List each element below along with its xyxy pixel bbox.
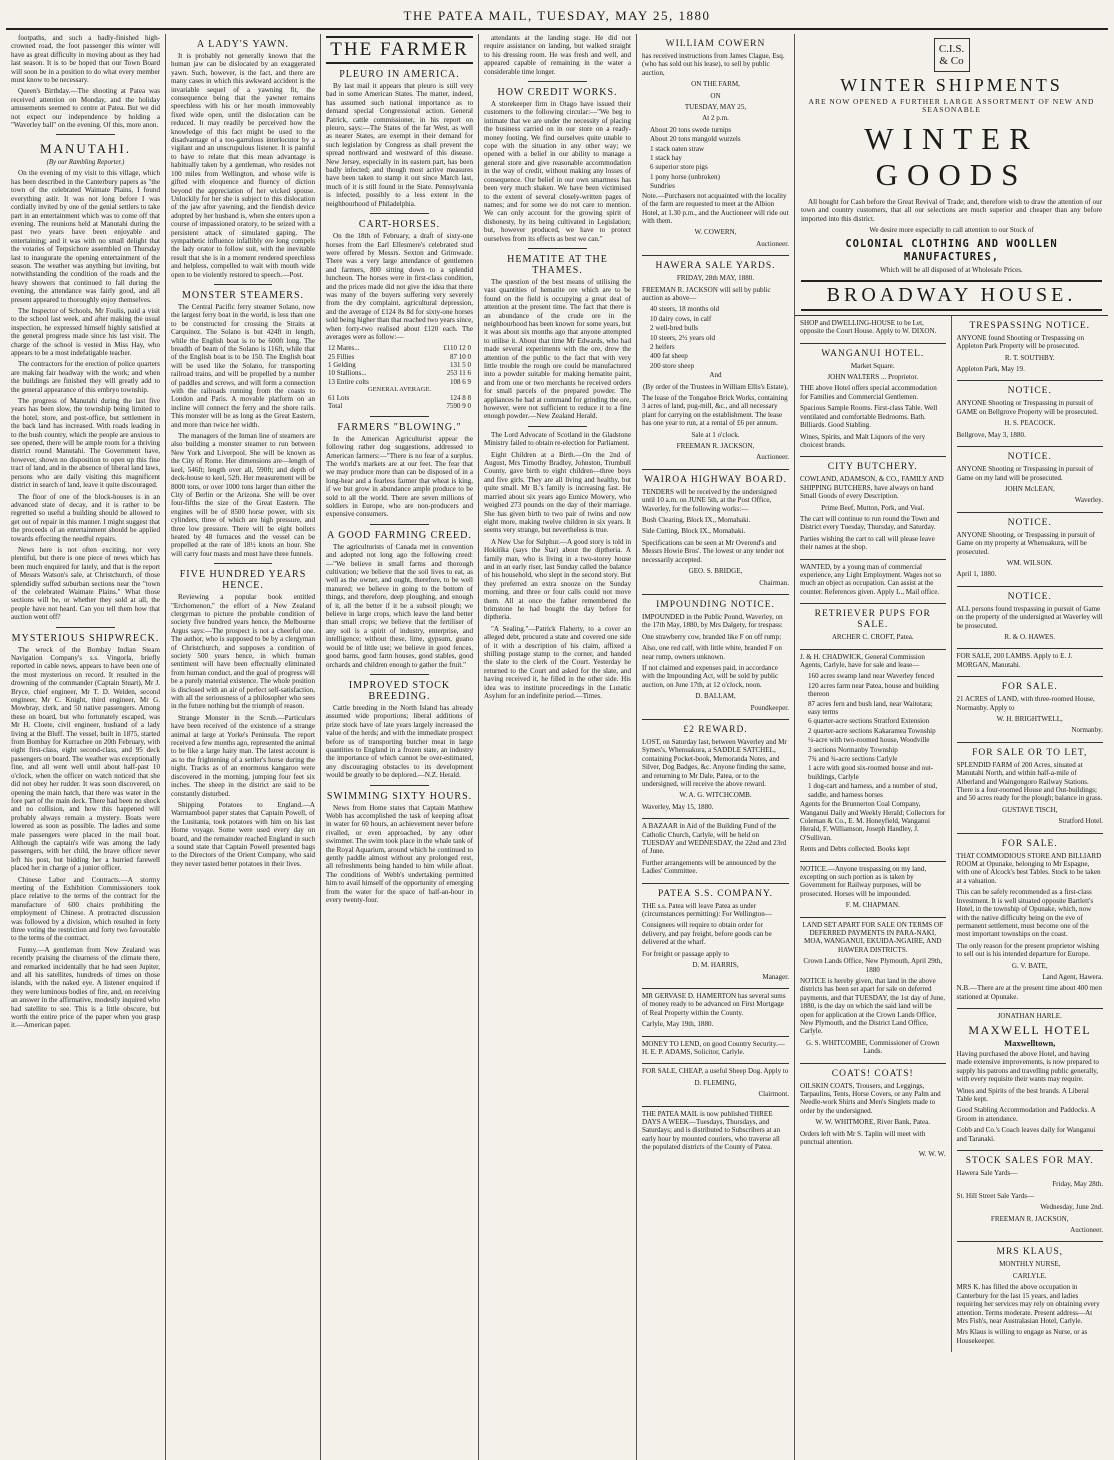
divider [528,248,587,249]
reward-ad [642,720,789,819]
text-line: 87 10 0 [450,352,471,361]
text-line: R. T. SOUTHBY. [1004,353,1055,362]
bazaar-ad [642,819,789,883]
divider [214,284,272,285]
column-3 [321,34,479,1460]
text-line: MR GERVASE D. HAMERTON has several sums of money ready to be advanced on First Mortgage of Real Property within the County. [642,991,786,1017]
text-line: R. & O. HAWES. [1004,632,1056,641]
text-line: Auctioneer. [756,453,789,462]
table-row [326,353,473,361]
text-line: Normanby. [1071,726,1103,735]
text-line: 61 Lots [328,394,350,403]
ad-title: IMPOUNDING NOTICE. [656,599,775,610]
text-line: G. S. WHITCOMBE, Commissioner of Crown Lands. [806,1038,940,1056]
text-line: Wines, Spirits, and Malt Liquors of the very choicest brands. [800,432,926,449]
article-text: Shipping Potatoes to England.—A Warrnambool paper states that Captain Powell, of the Lusitania, took potatoes with him on his last Home voyage. Some were used every day on board, and the remainder reached England in such a sound state that Captain Powell presented bags to the Directors of the Orient Company, who said they never tasted better potatoes in their lives. [171,800,315,868]
butchery-ad [800,457,946,559]
article-text: A New Use for Sulphur.—A good story is told in Hokitika (says the Star) about the diptheria. A family man, who is living in a two-storey house and in an early riser, last Sunday called the balance of his household, who slept in the second story. But they preferred an extra snooze on the Sunday morning, and three or four calls could not move them. All at once the father remembered the brimstone he had bought the day before for diptheria. [484,537,631,622]
text-line: Side Cutting, Block IX., Momahaki. [642,527,746,536]
text-line: For freight or passage apply to [642,949,729,958]
shipping-ad [642,884,789,989]
classified-section [795,316,1108,1352]
text-line: MONTHLY NURSE, [999,1260,1061,1269]
text-line: OILSKIN COATS, Trousers, and Leggings, Tarpaulins, Tents, Horse Covers, or any Palm and Needle-work Shirts and Men's Singlets made to order by the undersigned. [800,1081,941,1115]
article-text: News from Home states that Captain Matthew Webb has accomplished the task of keeping afloat in water for 60 hours, an achievement never before rivalled, or even approached, by any other swimmer. The swim took place in the whale tank of the Royal Aquarium, around which he continued to gently paddle almost without any prolonged rest, all refreshments being handed to him while afloat. The conditions of Webb's undertaking permitted him to avail himself of the opportunity of emerging from the water for the space of half-an-hour in every twenty-four. [326,803,473,905]
article-text: The agriculturists of Canada met in convention and adopted not long ago the following creed:—"We believe in small farms and thorough cultivation; we believe that the soil lives to eat, as well as the owner, and ought, therefore, to be well manured; we believe in going to the bottom of things, and therefore, deep ploughing, and enough of it, all the better if it be a subsoil plough; we believe in large crops, which leave the land better than small crops; we believe that the fertiliser of any soil is a spirit of industry, enterprise, and intelligence; without these, lime, gypsum, guano would be of little use; we believe in good fences, good barns, good farm houses, good stables, good orchards and children enough to gather the fruit." [326,542,473,669]
text-line: H. S. PEACOCK. [1004,419,1056,428]
table-row [326,386,473,394]
text-line: Maxwelltown, [1004,1037,1056,1048]
text-line: Sundries [650,182,675,191]
company-logo [934,38,970,72]
article-heading: MONSTER STEAMERS. [181,289,304,301]
columns [6,34,1108,1460]
divider [56,627,116,628]
text-line: SHOP and DWELLING-HOUSE to be Let, opposite the Court House. Apply to W. DIXON. [800,318,937,336]
article-heading: MANUTAHI. [40,141,131,157]
text-line: This can be safely recommended as a first-class Investment. It is well situated opposite Bartlett's Hotel, in the township of Opunake, which, now with the native difficulty being on the eve of permanent settlement, must become one of the most important townships on the coast. [956,888,1094,939]
article-text: Funny.—A gentleman from New Zealand was recently praising the clearness of the climate there, and remarked incidentally that he had seen Jupiter, and all his satellites, hundreds of times on those islands, with the naked eye. A listener enquired if they were luminous bodies of fire, and, on receiving an answer in the affirmative, modestly inquired who had satellite to see. This is a little obscure, but worth the entire price of the paper when you grasp it.—American paper. [11,945,160,1030]
text-line: 7¾ and ¾-acre sections Carlyle [808,755,898,764]
divider [214,563,272,564]
article-text: The wreck of the Bombay Indian Steam Navigation Company's s.s. Vingorla, briefly reported in cable news, appears to have been one of the most mysterious on record. It resulted in the drowning of the commander (Captain Stuart), Mr J. Bryce, chief engineer, Mr T. D. Welden, second engineer, Mr C. Knight, third engineer, Mr G. Mowbray, clerk, and 50 native passengers. Among these on board, but who fortunately escaped, was Mr H. Cloete, civil engineer, husband of a lady living at the Bluff. The vessel, built in 1875, started from Bombay for Kurrachee on 20th February, with eight first-class, eight second-class, and 95 deck passengers on board. The weather was exceptionally fine, and all went well until about half-past 10 o'clock, when the officer on watch noticed that she did not obey her rudder. It was soon discovered, on opening the main hatch, that there was water in the fore part of the main deck. There had been no shock and no collision, and how this happened will probably always remain a mystery. Boats were lowered as soon as possible. The ladies and some male passengers were placed in the mail boat. Although the captain's wife was among the lady passengers, with her child, the brave officer never left his post, but bidding her a hurried farewell placed her in charge of a junior officer. [11,645,160,873]
text-line: C.I.S. [938,43,965,55]
article-text: The managers of the Inman line of steamers are also building a monster steamer to run between New York and Liverpool. She will be known as the City of Rome. Her dimensions are—length of keel, 546ft; length over all, 590ft; and depth of deck-house to keel, 52ft. Her measurement will be 8000 tons, or over 1000 tons larger than either the City of Berlin or the Arizona. She will be over four-fifths the size of the Great Eastern. The engines will be of 8500 horse power, with six cylinders, three of which are high pressure, and three low pressure. There will be eight boilers heated by 48 furnaces and the vessel can be propelled at the rate of 18½ knots an hour. She will carry four masts and must have three funnels. [171,432,315,558]
text-line: J. & H. CHADWICK, General Commission Agents, Carlyle, have for sale and lease— [800,652,925,669]
text-line: April 1, 1880. [956,570,997,579]
text-line: TENDERS will be received by the undersigned until 10 a.m. on JUNE 5th, at the Post Office, Waverley, for the following works:— [642,487,777,513]
hotel-ad [800,344,946,458]
text-line: ANYONE found Shooting or Trespassing on Appleton Park Property will be prosecuted. [956,333,1084,351]
text-line: NOTICE.—Anyone trespassing on my land, excepting on such portion as is taken by Government for Railway purposes, will be prosecuted. Horses will be impounded. [800,864,927,898]
text-line: ¼-acre with two-roomed house, Woodville [808,736,930,745]
text-line: Also, one red calf, with little white, branded F on near rump, owners unknown. [642,644,782,661]
text-line: NOTICE is hereby given, that land in the above districts has been set apart for sale on deferred payments, and that TUESDAY, the 1st day of June, 1880, is the day on which the said land will be open for application at the Crown Lands Office, New Plymouth, and the District Land Office, Carlyle. [800,977,946,1036]
byline: (By our Rambling Reporter.) [46,159,125,167]
text-line: Note.—Purchasers not acquainted with the locality of the farm are requested to meet at the Albion Hotel, at 1.30 p.m., and the Auctioneer will ride out with them. [642,191,789,225]
article-text: On the 18th of February, a draft of sixty-one horses from the Earl Ellesmere's celebrated stud were offered by Messrs. Sexton and Grimwade. There was a very large attendance of gentlemen and farmers, 800 sitting down to a splendid luncheon. The horses were in first-class condition, and the prices made did not give the idea that there was many of the buyers suffering very severely from the dry complaint, agricultural depression, and the average of £124 8s 8d for sixty-one horses sold being higher than that reached two years since, when forty-two realised about £120 each. The averages were as follow:— [326,232,473,341]
text-line: STOCK SALES FOR MAY. [965,1156,1094,1167]
text-line: 2 heifers [650,342,675,351]
winter-shipments-ad [795,38,1108,316]
text-line: FOR SALE. [1001,682,1058,693]
text-line: £110 12 0 [443,344,471,353]
text-line: NOTICE. [1007,452,1052,463]
article-text: The question of the best means of utilising the vast quantities of hematite ore which are to be found on the field is occupying a great deal of attention at the present time. The fact that there is an abundance of the crude ore in the neighbourhood has been known for some years, but it was about six months ago that anyone attempted to utilise it. About that time Mr Edwards, who had made several experiments with the ore, drew the attention of the public to the fact that with very little trouble the rough ore could be manufactured into a powder suitable for making hematite paint, and from one or two merchants he received orders for small parcels of the prepared powder. The appliances he had at command for grinding the ore, however, were not sufficient to reduce it to a fine enough powder.—New Zealand Herald. [484,277,631,421]
text-line: D. FLEMING, [694,1078,737,1087]
text-line: F. M. CHAPMAN. [845,901,900,910]
text-line: FOR SALE, CHEAP, a useful Sheep Dog. Apply to [642,1067,789,1076]
divider [56,134,116,135]
text-line: Poundkeeper. [750,703,789,712]
text-line: FOR SALE. [1001,838,1058,849]
ad-title: PATEA S.S. COMPANY. [657,888,774,899]
classified-right [952,316,1109,1352]
item-list [642,126,789,191]
auction-ad-cowern [642,34,789,256]
ad-title: £2 REWARD. [683,724,748,735]
text-line: JOHN McLEAN, [1004,484,1055,493]
article-text: The progress of Manutahi during the last five years has been slow, the township being limited to the hotel, store, and post-office, but settlement in the back land has increased. With roads leading in to the bush country, which the people are anxious to see opened, there will be ample room for a thriving district round Manutahi. The Government have, however, shown no disposition to open up this fine tract of land, and in the absence of liberal land laws, persons who are daily visiting this magnificent district in search of land, leave it quite discouraged. [11,397,160,490]
text-line: TRESPASSING NOTICE. [969,320,1091,331]
text-line: LOST, on Saturday last, between Waverley and Mr Symes's, Whenuakura, a SADDLE SATCHEL, containing Pocket-book, Memoranda Notes, and Silver, Dog Badges, &c. Anyone finding the same, and returning to Mr Dale, Patea, or to the undersigned, will receive the above reward. [642,737,787,788]
text-line: 3 sections Normanby Township [808,745,898,754]
column-5 [637,34,795,1460]
text-line: Waverley, May 15, 1880. [642,802,714,811]
text-line: ANYONE Shooting or Trespassing in pursuit of GAME on Bellgrove Property will be prosecuted. [956,399,1098,416]
text-line: 400 fat sheep [650,352,688,361]
text-line: If not claimed and expenses paid, in accordance with the Impounding Act, will be sold by public auction, on June 17th, at 12 o'clock, noon. [642,663,779,689]
tender-ad-wairoa [642,470,789,595]
article-heading: PLEURO IN AMERICA. [339,69,460,80]
text-line: 200 store sheep [650,361,695,370]
text-line: A BAZAAR in Aid of the Building Fund of the Catholic Church, Carlyle, will be held on TUESDAY and WEDNESDAY, the 22nd and 23rd of June. [642,822,787,856]
column-1 [6,34,166,1460]
article-heading: CART-HORSES. [358,219,441,231]
text-line: MONEY TO LEND, on good Country Security.—H. E. P. ADAMS, Solicitor, Carlyle. [642,1039,785,1056]
commission-agents-ad [800,650,946,862]
text-line: The only reason for the present proprietor wishing to sell out is his intended departure for Europe. [956,941,1100,959]
text-line: WANTED, by a young man of commercial experience, any Light Employment. Wages not so much an object as occupation. Can assist at the counter. References given. Apply L., Mail office. [800,562,942,596]
table-row [326,378,473,386]
text-line: Orders left with Mr S. Taplin will meet with punctual attention. [800,1129,926,1147]
text-line: MRS KLAUS, [996,1247,1063,1258]
text-line: 25 Fillies [328,352,355,361]
text-line: Stratford Hotel. [1058,817,1103,826]
text-line: At 2 p.m. [702,114,729,123]
text-line: 131 5 0 [450,360,471,369]
text-line: 12 Mares... [328,344,360,353]
text-line: And [709,371,722,380]
column-2 [166,34,321,1460]
impounding-notice [642,595,789,720]
mortgage-ad [642,989,789,1037]
text-line: About 20 tons swede turnips [650,125,732,134]
divider [528,426,587,427]
column-4 [479,34,637,1460]
column-6 [795,34,1108,1460]
text-line: 21 ACRES of LAND, with three-roomed House, Normanby. Apply to [956,695,1095,712]
text-line: COATS! COATS! [831,1068,914,1079]
text-line: Friday, May 28th. [1052,1180,1103,1189]
text-line: has received instructions from James Clague, Esq. (who has sold out his lease), to sell by public auction, [642,52,785,77]
text-line: Market Square. [850,361,895,370]
text-line: Land Agent, Hawera. [1042,972,1103,981]
text-line: W. W. WHITMORE, River Bank, Patea. [815,1118,931,1127]
text-line: Which will be all disposed of at Wholesale Prices. [880,266,1023,275]
article-text: News here is not often exciting, nor very plentiful, but there is one piece of news which has been much enquired for lately, and that is the report of Messrs Watson's sale, at Christchurch, of those splendidly suffed suburban sections near the "town of the celebrated Waimate Plains." What those sections will be, or whether they sold at all, the people have not heard. Can you tell them how that auction went off? [11,545,160,622]
text-line: Appleton Park, May 19. [956,365,1025,374]
text-line: ARCHER C. CROFT, Patea. [831,633,914,642]
text-line: W. H. BRIGHTWELL, [996,715,1063,723]
article-heading: A LADY'S YAWN. [196,39,290,50]
ad-title: WINTER SHIPMENTS [840,75,1063,95]
text-line: Manager. [762,972,789,981]
text-line: THE above Hotel offers special accommodation for Families and Commercial Gentlemen. [800,384,937,401]
text-line: CITY BUTCHERY. [827,462,918,473]
text-line: IMPOUNDED in the Public Pound, Waverley, on the 17th May, 1880, by Mrs Dalgety, for trespass: [642,612,783,630]
text-line: W. A. G. WITCHCOMB. [679,791,752,800]
text-line: 6 quarter-acre sections Stratford Extension [808,717,930,726]
text-line: 6 superior store pigs [650,163,708,172]
text-line: FREEMAN R. JACKSON, [676,442,755,451]
text-line: CARLYLE. [1012,1271,1047,1280]
text-line: ALL persons found trespassing in pursuit of Game on the property of the undersigned at Waverley will be prosecuted. [956,604,1103,630]
text-line: D. BALLAM, [695,692,736,701]
article-text: Strange Monster in the Scrub.—Particulars have been received of the existence of a strange animal at large at Yorke's Peninsula. The report received a few months ago, represented the animal to be like a large hairy man. The latest account is as to the frightening of a settler's horse during the night. Tracks as of an enormous kangaroo were discovered in the morning, jumping four feet six inches. The sheep in the district are said to be constantly disturbed. [171,713,315,798]
article-text: footpaths, and such a badly-finished high-crowned road, the foot passenger this winter will have as great difficulty in moving about as they had last season. It is to be hoped that our Town Board will soon be in a position to do what every member must know to be necessary. [11,34,160,85]
text-line: Further arrangements will be announced by the Ladies' Committee. [642,858,776,876]
text-line: NOTICE. [1007,591,1052,602]
text-line: Prime Beef, Mutton, Pork, and Veal. [821,503,925,512]
article-heading: FARMERS "BLOWING." [337,421,462,433]
masthead: THE PATEA MAIL, TUESDAY, MAY 25, 1880 [6,4,1108,30]
article-heading: A GOOD FARMING CREED. [327,529,472,541]
divider [370,416,429,417]
text-line: 253 11 6 [446,369,471,378]
text-line: FREEMAN R. JACKSON will sell by public auction as above— [642,285,771,302]
text-line: NOTICE. [1007,386,1052,397]
article-heading: HOW CREDIT WORKS. [497,87,618,99]
text-line: FREEMAN R. JACKSON, [990,1214,1069,1223]
text-line: Crown Lands Office, New Plymouth, April 29th, 1880 [803,957,943,974]
text-line: W. W. W. [918,1149,946,1158]
article-text: Queen's Birthday.—The shooting at Patea was received attention on Monday, and the holiday amusements seemed to centre at Patea. But we did not expect our independence by holding a "Waverley ball" on the evening. Of this, more anon. [11,87,160,130]
text-line: Clairmont. [758,1090,789,1099]
article-text: The floor of one of the block-houses is in an advanced state of decay, and it is rather to be regretted so useful a building should be allowed to get out of repair in this manner. I might suggest that the proceeds of an entertainment should be applied towards effecting the needful repairs. [11,492,160,543]
averages-table [326,344,473,410]
ad-title: HAWERA SALE YARDS. [655,261,776,272]
article-heading: FIVE HUNDRED YEARS HENCE. [179,569,307,592]
nurse-ad [957,1242,1104,1352]
text-line: (By order of the Trustees in William Ellis's Estate), [643,382,788,391]
text-line: SPLENDID FARM of 200 Acres, situated at Manutahi North, and within half-a-mile of Alberland and Waingongoro Railway Stations. There is a four-roomed House and Out-buildings; and 50 acres ready for the plough; balance in grass. [956,760,1103,803]
text-line: 7590 9 0 [446,402,471,411]
ad-subheadline: COLONIAL CLOTHING AND WOOLLEN MANUFACTURES, [845,238,1058,264]
text-line: N.B.—There are at the present time about 400 men stationed at Opunake. [956,984,1102,1001]
money-lend-ad [642,1037,789,1065]
text-line: LAND SET APART FOR SALE ON TERMS OF DEFERRED PAYMENTS IN PARA-NAKI, MOA, WANGANUI, EKUIDA-NGAIRE, AND HAWERA DISTRICTS. [802,920,944,954]
text-line: ARE NOW OPENED A FURTHER LARGE ASSORTMENT OF NEW AND SEASONABLE [808,97,1095,115]
text-line: 1 acre with good six-roomed house and out-buildings, Carlyle [808,764,934,781]
text-line: 2 well-bred bulls [650,324,699,333]
text-line: GEO. S. BRIDGE, [688,567,743,576]
text-line: TUESDAY, MAY 25, [684,103,747,112]
article-text: Eight Children at a Birth.—On the 2nd of August, Mrs Timothy Bradley, Johnston, Trumbull County, gave birth to eight children—three boys and five girls. They are all living and healthy, but quite small. Mr B.'s family is increasing fast. He married about six years ago Eunice Mowery, who weighed 273 pounds on the day of their marriage. She has given birth to two pair of twins and now eight more, making twelve children in six years. It seems very strange, but nevertheless is true. [484,450,631,535]
item-list [642,305,789,370]
table-row [326,402,473,410]
text-line: Auctioneer. [1070,1226,1103,1235]
text-line: Mrs Klaus is willing to engage as Nurse, or as Housekeeper. [956,1328,1088,1345]
article-text: Cattle breeding in the North Island has already assumed wide proportions; liberal additions of prize stock have of late years largely increased the value of the herds; and with the immediate prospect before us of transporting butcher meat in large quantities to England in a frozen state, an industry the importance of which cannot be over-estimated, any discouraging obstacles to its development would be greatly to be deplored.—N.Z. Herald. [326,703,473,780]
ad-headline: WINTER GOODS [864,120,1039,192]
text-line: 1 stack oaten straw [650,144,705,153]
text-line: Good Stabling Accommodation and Paddocks. A Groom in attendance. [956,1106,1096,1123]
text-line: 160 acres swamp land near Waverley fenced [808,672,935,681]
article-text: By last mail it appears that pleuro is still very bad in some American States. The matter, indeed, has assumed such national importance as to demand special Congressional action. General Patrick, cattle commissioner, in his report on pleuro, says:—The States of the far West, as well as nearer States, are exempt in their demand for such legislation by Congress as shall prevent the spread northward and westward of this disease. New Jersey, especially in its eastern part, has been badly infected; and though most active measures have been taken to stamp it out since March last, much of it is still found in the State. Pennsylvania is infected, possibly to a less extent in the neighbourhood of Philadelphia. [326,82,473,208]
text-line: One strawberry cow, branded like F on off rump; [642,632,782,641]
text-line: JONATHAN HARLE. [997,1012,1062,1021]
article-text: The contractors for the erection of police quarters are making fair headway with the work; and when the buildings are finished they will greatly add to the general appearance of this embryo township. [11,360,160,394]
text-line: 1 stack hay [650,154,682,163]
maxwell-hotel-ad [957,1009,1104,1151]
text-line: ON THE FARM, [691,80,740,89]
text-line: Waverley. [1074,496,1103,505]
text-line: GENERAL AVERAGE. [367,385,432,393]
text-line: Rents and Debts collected. Books kept [800,845,910,854]
text-line: Wines and Spirits of the best brands. A Liberal Table kept. [956,1086,1089,1103]
text-line: MRS K. has filled the above occupation in Canterbury for the last 15 years, and ladies requiring her services may rely on obtaining every attention. Terms moderate. Present address—At Mrs Fish's, near Australasian Hotel, Carlyle. [956,1283,1100,1325]
table-row [326,361,473,369]
ad-title: WAIROA HIGHWAY BOARD. [643,474,787,485]
text-line: ON [710,91,721,100]
text-line: 124 8 8 [450,394,471,403]
text-line: Consignees will require to obtain order for delivery, and pay freight, before goods can be delivered at the wharf. [642,921,772,947]
table-row [326,344,473,352]
text-line: 2 quarter-acre sections Kakaramea Township [808,726,936,735]
article-heading: MYSTERIOUS SHIPWRECK. [11,632,160,644]
article-text: The Lord Advocate of Scotland in the Gladstone Ministry failed to obtain re-election for Parliament. [484,430,631,448]
text-line: ANYONE Shooting, or Trespassing in pursuit of Game on my property at Whenuakura, will be prosecuted. [956,530,1096,556]
text-line: 1 Gelding [328,360,356,369]
text-line: Having purchased the above Hotel, and having made extensive improvements, is now prepared to supply his patrons and travelling public generally, with every requisite their wants may require. [956,1049,1099,1084]
divider [370,674,429,675]
divider [370,524,429,525]
text-line: 13 Entire colts [328,377,369,386]
publication-notice [642,1107,789,1159]
text-line: FOR SALE OR TO LET, [972,747,1088,758]
text-line: 10 Stallions... [328,369,367,378]
text-line: 40 steers, 18 months old [650,305,720,314]
article-text: It is probably not generally known that the human jaw can be dislocated by an exaggerated yawn. Such, however, is the fact, and there are many cases in which this awkward accident is the invariable sequel of a yawning fit, the consequence being that the yawner remains speechless with his or her mouth immoveably fixed wide open, until the dislocation can be reduced. It may readily be perceived how the knowledge of this fact might be used to the disadvantage of a too-garrulous interlocutor by a vigilant and an unscrupulous listener. It is painful to have to relate that this mean advantage is habitually taken by a gentleman, who resides not 100 miles from Wellington, and whose wife is gifted with eloquence and fluency of diction beyond the appreciation of her wicked spouse. Unluckily for her she is subject to this dislocation of the jaw after yawning, and the fiendish device adopted by her husband is, when she enters upon a course of impassioned oratory, to be seized with a persistent attack of simulated gaping. The sympathetic influence infallibly ere long compels the lady orator to follow suit, with the inevitable result that she is in a moment rendered speechless and helpless, compelled to wait with mouth wide open to be violently restored to speech.—Post. [171,52,315,279]
article-text: A storekeeper firm in Otago have issued their customers to the following circular:—"We beg to intimate that we are under the necessity of placing the business carried on in our store on a ready-money footing. We find ourselves quite unable to cope with the situation in any other way; we opened with a belief in our ability to manage a general store and give reasonable accommodation in the way of credit, without making any losses of consequence. Our belief in our own smartness has been very much shaken. We have been victimised to the extent of several closely-written pages of names; and for some we do not care to mention. We can only account for the growing spirit of dishonesty, by its being cultivated in Legislation; but, however produced, we have to protect ourselves from its effects as best we can." [484,100,631,243]
text-line: The cart will continue to run round the Town and District every Tuesday, Thursday, and Saturday. [800,514,940,532]
text-line: We desire more especially to call attention to our Stock of [869,226,1034,235]
text-line: 1 dog-cart and harness, and a number of stud, saddle, and harness horses [808,782,938,799]
ad-title: WILLIAM COWERN [665,39,766,49]
classified-left [795,316,952,1352]
divider [370,785,429,786]
text-line: 87 acres fern and bush land, near Waitotara; easy terms [808,699,933,717]
article-heading: SWIMMING SIXTY HOURS. [326,790,473,802]
auction-ad-hawera [642,256,789,470]
text-line: Wednesday, June 2nd. [1040,1203,1103,1212]
text-line: & Co [939,55,964,67]
text-line: WANGANUI HOTEL. [821,348,925,359]
text-line: All bought for Cash before the Great Revival of Trade; and, therefore wish to draw the attention of our town and country customers, that all our selections are much superior and cheaper than any before imported into this district. [801,197,1102,223]
text-line: WM. WILSON. [1006,558,1053,567]
article-heading: IMPROVED STOCK BREEDING. [348,679,451,702]
text-line: Cobb and Co.'s Coach leaves daily for Wanganui and Taranaki. [956,1126,1096,1143]
text-line: D. M. HARRIS, [692,961,739,970]
text-line: 120 acres farm near Patea, house and building thereon [808,681,939,699]
text-line: 108 6 9 [450,377,471,386]
text-line: THAT COMMODIOUS STORE AND BILLIARD ROOM at Opunake, belonging to Mr Espagne, with one of Alcock's best Tables. Stock to be taken at a valuation. [956,851,1102,885]
text-line: Auctioneer. [756,239,789,248]
text-line: FOR SALE, 200 LAMBS. Apply to E. J. MORGAN, Manutahi. [956,652,1073,669]
text-line: Agents for the Brunnerton Coal Company, Wanganui Daily and Weekly Herald; Collectors for Coleman & Co., E. M. Honeyfield, Wanganui Herald, F. Williamson, Joseph Handley, J. O'Sullivan. [800,800,946,842]
text-line: St. Hill Street Sale Yards— [956,1191,1035,1200]
text-line: RETRIEVER PUPS FOR SALE. [814,609,931,631]
text-line: COWLAND, ADAMSON, & CO., FAMILY AND SHIPPING BUTCHERS, have always on hand Small Goods of every Description. [800,475,944,501]
text-line: FRIDAY, 28th MAY, 1880. [676,274,755,283]
text-line: Specifications can be seen at Mr Overend's and Messrs Howie Bros'. The lowest or any tender not necessarily accepted. [642,538,785,564]
text-line: Hawera Sale Yards— [956,1169,1018,1178]
store-name: BROADWAY HOUSE. [801,280,1102,311]
text-line: JOHN WALTERS ... Proprietor. [827,373,919,382]
article-text: Reviewing a popular book entitled "Erchomenon," the effort of a New Zealand clergyman to picture the probable condition of society five hundred years hence, the Melbourne Argus says:—The prospect is not a cheerful one. The author, who is supposed to be by a clergyman of Christchurch, and supposes a condition of society 500 years hence, in which human sentiment will have been effectually eliminated from human conduct, and the goal of progress will be a purely material existence. The whole position is disclosed with an air of perfect self-satisfaction, with all the seriousness of a philosopher who sees in the future nothing but the triumph of reason. [171,593,315,711]
divider [370,213,429,214]
section-title: THE FARMER [326,36,473,64]
sheep-dog-ad [642,1064,789,1106]
article-text: Chinese Labor and Contracts.—A stormy meeting of the Exhibition Commissioners took place relative to the terms of the contract for the manufacture of 600 chairs prohibiting the employment of Chinese. A protracted discussion was followed by a division, which resulted in forty three voting the restriction and forty two favourable to the terms of the contract. [11,875,160,943]
text-line: Bellgrove, May 3, 1880. [956,430,1026,439]
text-line: 10 dairy cows, in calf [650,314,712,323]
article-text: In the American Agriculturist appear the following rather dog suggestions, addressed to American farmers:—"There is no fear of a surplus. The world's markets are at our feet. The fear that we may produce more than can be disposed of in a long-hear and a fearless farmer that wheat is king, if we but grow in abundance ample produce to be sold to all the world. There are seven millions of soldiers in Europe, who are non-producers and expensive consumers. [326,434,473,519]
text-line: W. COWERN, [694,228,737,237]
text-line: Spacious Sample Rooms. First-class Table. Well ventilated and comfortable Bedrooms. Bath. Billiards. Good Stabling. [800,404,938,430]
table-row [326,369,473,377]
article-text: The Central Pacific ferry steamer Solano, now the largest ferry boat in the world, is less than one to be constructed for crossing the Straits at Carquinez. The Solano is but 424ft in length, while the English boat is to be 600ft long. The breadth of beam of the Solano is 116ft, while that of the English boat is to be 150. The English boat will be used like the Solano, for transporting railroad trains, and will be propelled by a number of paddles and screws, and will form a connection with the railroads running from the coasts to London and Paris. A movable platform on an incline will connect the ferry and the shore rails. This monster will be as long as the Great Eastern, and more than twice her width. [171,302,315,429]
text-line: Total [328,402,343,411]
text-line: GUSTAVE TISCH, [1001,805,1058,814]
text-line: MAXWELL HOTEL [968,1022,1092,1037]
text-line: About 20 tons mangold wurzels [650,135,741,144]
text-line: Parties wishing the cart to call will please leave their names at the shop. [800,534,935,552]
text-line: ANYONE Shooting or Trespassing in pursuit of Game on my land will be prosecuted. [956,465,1094,482]
text-line: 10 steers, 2½ years old [650,333,716,342]
article-heading: HEMATITE AT THE THAMES. [507,253,608,276]
divider [528,81,587,82]
crown-lands-notice [800,918,946,1064]
text-line: Carlyle, May 19th, 1880. [642,1020,714,1029]
text-line: The lease of the Tongahoe Brick Works, containing 3 acres of land, pug-mill, &c., and all necessary plant for carrying on the establishment. The lease has one year to run, at a rental of £6 per annum. [642,394,788,428]
article-text: The Inspector of Schools, Mr Foulis, paid a visit to the school last week, and after making the usual inspection, he expressed himself highly satisfied at the general progress made since his last visit. The charge of the school is vested in Miss Hay, who appears to be a most indefatigable teacher. [11,306,160,357]
text-line: NOTICE. [1007,517,1052,528]
table-row [326,394,473,402]
article-text: attendants at the landing stage. He did not require assistance on landing, but walked straight to his dressing room. He was fresh and well, and appeared capable of remaining in the water a considerable time longer. [484,34,631,76]
text-line: THE PATEA MAIL is now published THREE DAYS A WEEK—Tuesdays, Thursdays, and Saturdays; and is distributed to Subscribers at an early hour by mounted couriers, who traverse all the populated districts of the County of Patea. [642,1109,781,1152]
article-text: "A Sealing."—Patrick Flaherty, to a cover an alleged debt, procured a state and covered one side of it with a description of his claim, affixed a shilling postage stamp to the corner, and handed the slate to the clerk of the Court. Yesterday he returned to the Court and asked for the slate, and having received it, he filled in the other side. His idea was to institute proceedings in the Lunatic Asylum for an indefinite period.—Times. [484,624,631,701]
coats-ad [800,1064,946,1165]
text-line: Sale at 1 o'clock. [691,430,740,439]
text-line: Chairman. [759,578,789,587]
text-line: Bush Clearing, Block IX., Momahaki. [642,516,751,525]
article-text: On the evening of my visit to this village, which has been described in the Canterbury papers as "the town of the celebrated Waimate Plains, I found everything astir. It was not long before I was cordially invited by one of the genial settlers to take part in an entertainment which was to come off that evening. The reunions held at Manutahi during the past two years have been enjoyable and entertaining; and it was with no small delight that the votaries of Terpsichore assembled on Thursday last to inaugurate the opening entertainment of the season. The weather was anything but inviting, but notwithstanding the condition of the roads and the heavy showers that continued to fall during the evening, the attendance was fairly good, and all present appeared to thoroughly enjoy themselves. [11,169,160,304]
text-line: G. V. BATE, [1011,961,1048,970]
text-line: 1 pony horse (unbroken) [650,172,720,181]
text-line: THE s.s. Patea will leave Patea as under (circumstances permitting): For Wellington— [642,901,772,919]
